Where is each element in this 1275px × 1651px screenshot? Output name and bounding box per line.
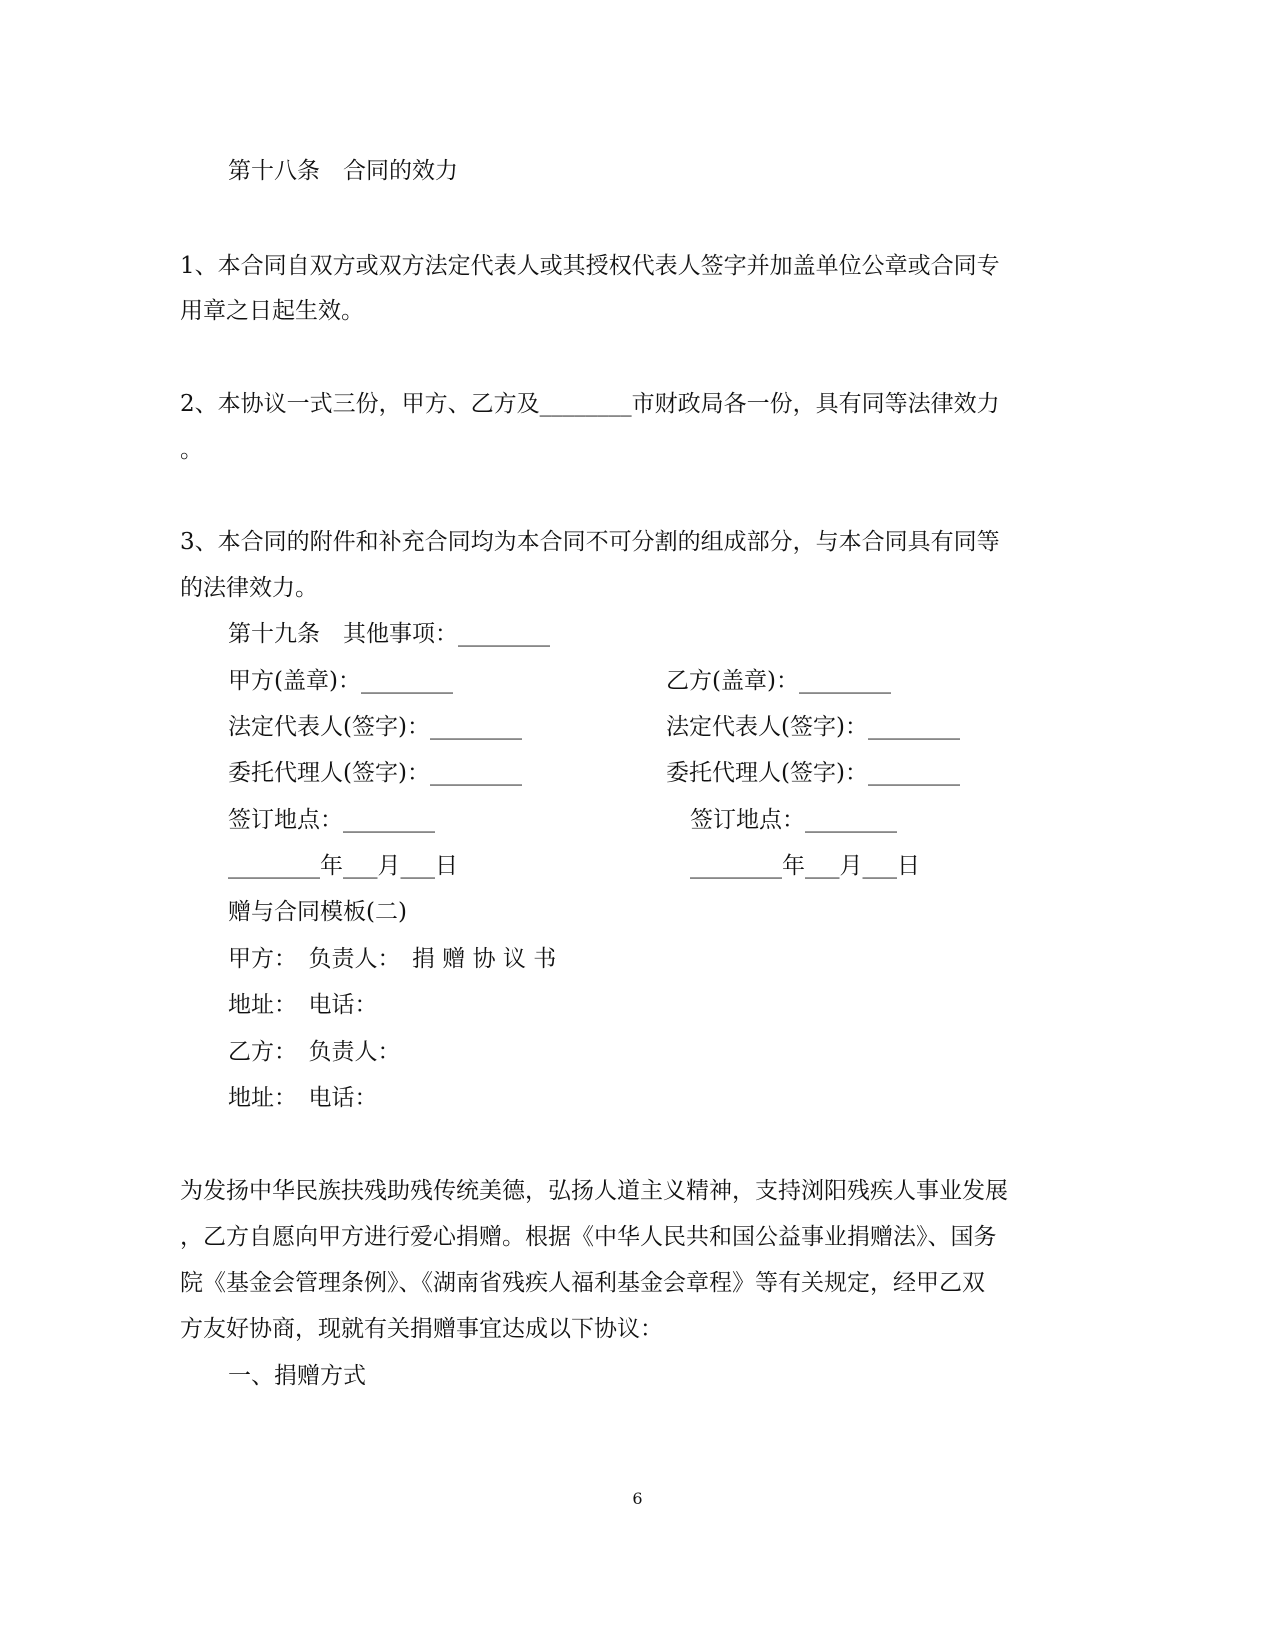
intro-line-2: ，乙方自愿向甲方进行爱心捐赠。根据《中华人民共和国公益事业捐赠法》、国务 bbox=[180, 1224, 997, 1250]
intro-line-1: 为发扬中华民族扶残助残传统美德，弘扬人道主义精神，支持浏阳残疾人事业发展 bbox=[180, 1178, 1008, 1204]
party-b-legal-rep: 法定代表人(签字)：________ bbox=[666, 714, 960, 740]
article-19-heading: 第十九条 其他事项：________ bbox=[228, 621, 550, 647]
party-a-date: ________年___月___日 bbox=[228, 853, 458, 879]
party-b-seal: 乙方(盖章)：________ bbox=[666, 668, 891, 694]
page-number: 6 bbox=[632, 1489, 643, 1508]
article-18-clause-2-line-2: 。 bbox=[180, 437, 203, 463]
article-18-heading: 第十八条 合同的效力 bbox=[228, 158, 458, 184]
party-a-legal-rep: 法定代表人(签字)：________ bbox=[228, 714, 522, 740]
intro-line-3: 院《基金会管理条例》、《湖南省残疾人福利基金会章程》等有关规定，经甲乙双 bbox=[180, 1270, 985, 1296]
party-b-info: 乙方： 负责人： bbox=[228, 1039, 401, 1065]
party-a-agent: 委托代理人(签字)：________ bbox=[228, 760, 522, 786]
article-18-clause-1-line-1: 1、本合同自双方或双方法定代表人或其授权代表人签字并加盖单位公章或合同专 bbox=[180, 253, 1000, 279]
party-a-seal: 甲方(盖章)：________ bbox=[228, 668, 453, 694]
party-b-signing-place: 签订地点：________ bbox=[690, 807, 897, 833]
party-a-signing-place: 签订地点：________ bbox=[228, 807, 435, 833]
article-18-clause-3-line-1: 3、本合同的附件和补充合同均为本合同不可分割的组成部分，与本合同具有同等 bbox=[180, 529, 1000, 555]
article-18-clause-2-line-1: 2、本协议一式三份，甲方、乙方及________市财政局各一份，具有同等法律效力 bbox=[180, 391, 1000, 417]
party-b-agent: 委托代理人(签字)：________ bbox=[666, 760, 960, 786]
template-2-title: 赠与合同模板(二) bbox=[228, 899, 407, 925]
article-18-clause-1-line-2: 用章之日起生效。 bbox=[180, 298, 364, 324]
party-b-address: 地址： 电话： bbox=[228, 1085, 378, 1111]
section-1-heading: 一、捐赠方式 bbox=[228, 1363, 366, 1389]
party-a-address: 地址： 电话： bbox=[228, 992, 378, 1018]
party-b-date: ________年___月___日 bbox=[690, 853, 920, 879]
article-18-clause-3-line-2: 的法律效力。 bbox=[180, 575, 318, 601]
party-a-info: 甲方： 负责人： 捐 赠 协 议 书 bbox=[228, 946, 557, 972]
intro-line-4: 方友好协商，现就有关捐赠事宜达成以下协议： bbox=[180, 1316, 663, 1342]
